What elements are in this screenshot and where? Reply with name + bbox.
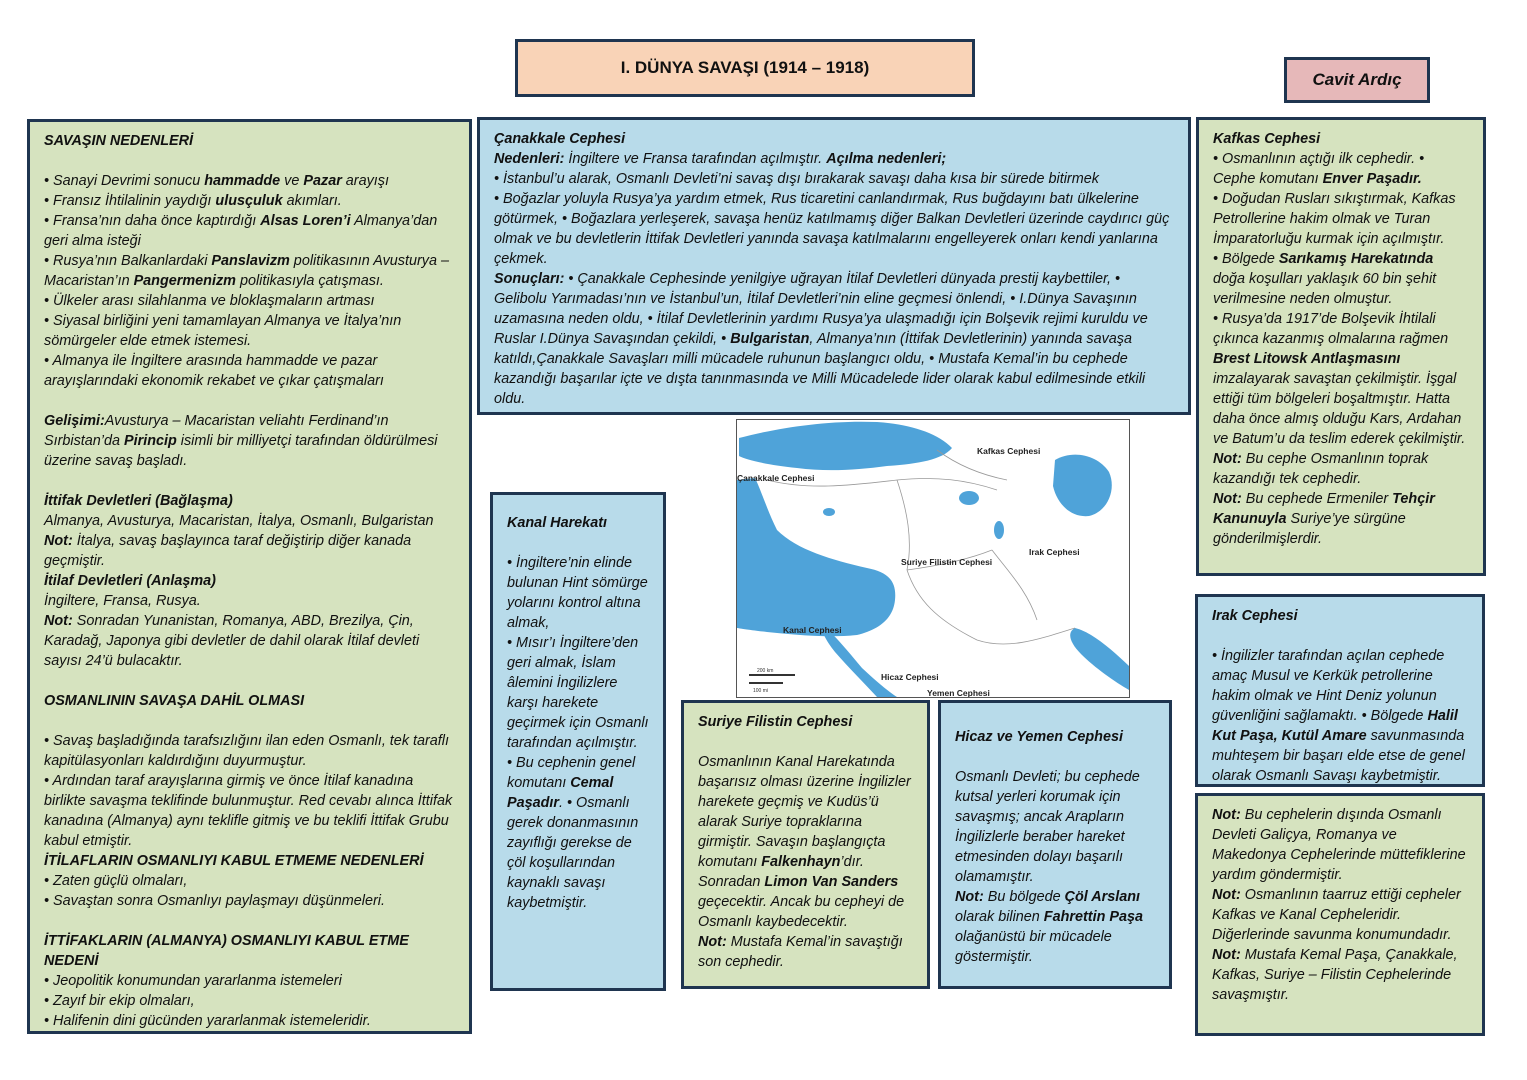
map-label-yemen: Yemen Cephesi [927, 688, 990, 697]
kanal-bullet-1: • İngiltere’nin elinde bulunan Hint sömürge yolarını kontrol altına almak, [507, 555, 648, 631]
note-3: Not: Mustafa Kemal Paşa, Çanakkale, Kafkas, Suriye – Filistin Cephelerinde savaşmıştır. [1212, 947, 1458, 1003]
reject-reason-1: • Zaten güçlü olmaları, [44, 873, 188, 889]
map-scale-bar [749, 682, 783, 684]
ittifak-note: Not: İtalya, savaş başlayınca taraf değiştirip diğer kanada geçmiştir. [44, 533, 412, 569]
map-label-kafkas: Kafkas Cephesi [977, 446, 1041, 456]
cause-2: • Fransız İhtilalinin yaydığı ulusçuluk akımları. [44, 193, 342, 209]
kafkas-note-1: Not: Bu cephe Osmanlının toprak kazandığı tek cephedir. [1213, 451, 1429, 487]
cause-6: • Siyasal birliğini yeni tamamlayan Almanya ve İtalya’nın sömürgeler elde etmek istemesi. [44, 313, 402, 349]
cause-7: • Almanya ile İngiltere arasında hammadde ve pazar arayışlarındaki ekonomik rekabet ve çıkar çatışmaları [44, 353, 384, 389]
kanal-heading: Kanal Harekatı [507, 515, 607, 531]
hicaz-text: Osmanlı Devleti; bu cephede kutsal yerleri korumak için savaşmış; ancak Arapların İngilizlerle beraber hareket etmesinden dolayı başarılı olamamıştır. [955, 769, 1140, 885]
suriye-text: Osmanlının Kanal Harekatında başarısız olması üzerine İngilizler harekete geçmiş ve Kudüs’ü alarak Suriye topraklarına girmiştir. Savaşın başlangıçta komutanı Falkenhayn’dır. Sonradan Limon Van Sanders geçecektir. Ancak bu cepheyi de Osmanlı kaybedecektir. [698, 754, 911, 930]
kanal-bullet-3: • Bu cephenin genel komutanı Cemal Paşadır. • Osmanlı gerek donanmasının zayıflığı gerekse de çöl koşullarından kaynaklı savaşı kaybetmiştir. [507, 755, 639, 911]
canakkale-bullet-2: • Boğazlar yoluyla Rusya’ya yardım etmek, Rus ticaretini canlandırmak, Rus buğdayını batı ülkelerine götürmek, • Boğazlara yerleşerek, savaşa henüz katılmamış diğer Balkan Devletleri üzerinde caydırıcı güç olmak ve bu devletlerin İttifak Devletleri yanında savaşa katılmalarını engelleyerek onları kendi yanlarına çekmek. [494, 191, 1170, 267]
irak-heading: Irak Cephesi [1212, 608, 1298, 624]
map-scale-km: 200 km [757, 668, 774, 674]
accept-heading: İTTİFAKLARIN (ALMANYA) OSMANLIYI KABUL ETME NEDENİ [44, 933, 409, 969]
map-label-suriye: Suriye Filistin Cephesi [901, 557, 993, 567]
page-title: I. DÜNYA SAVAŞI (1914 – 1918) [515, 39, 975, 97]
kafkas-bullet-1: • Osmanlının açtığı ilk cephedir. • Cephe komutanı Enver Paşadır. [1213, 151, 1425, 187]
itilaf-members: İngiltere, Fransa, Rusya. [44, 593, 201, 609]
kafkas-bullet-4: • Rusya’da 1917’de Bolşevik İhtilali çıkınca kazanmış olmalarına rağmen Brest Litowsk Antlaşmasını imzalayarak savaştan çekilmiştir. İşgal ettiği tüm bölgeleri boşaltmıştır. Hatta daha önce almış olduğu Kars, Ardahan ve Batum’u da teslim ederek çekilmiştir. [1213, 311, 1466, 447]
kafkas-heading: Kafkas Cephesi [1213, 131, 1321, 147]
canakkale-panel [477, 117, 1191, 415]
irak-text: • İngilizler tarafından açılan cephede amaç Musul ve Kerkük petrollerine hakim olmak ve Hint Deniz yolunun güvenliğini sağlamaktı. • Bölgede Halil Kut Paşa, Kutül Amare savunmasında muhteşem bir başarı elde etse de genel olarak Osmanlı Savaşı kaybetmiştir. [1212, 648, 1465, 784]
canakkale-heading: Çanakkale Cephesi [494, 131, 626, 147]
map-label-hicaz: Hicaz Cephesi [881, 672, 939, 682]
cause-5: • Ülkeler arası silahlanma ve bloklaşmaların artması [44, 293, 375, 309]
map-scale-bar [749, 674, 795, 676]
ittifak-members: Almanya, Avusturya, Macaristan, İtalya, Osmanlı, Bulgaristan [44, 513, 434, 529]
suriye-panel [681, 700, 930, 989]
development-text: Gelişimi:Avusturya – Macaristan veliahtı Ferdinand’ın Sırbistan’da Pirincip isimli bir milliyetçi tarafından öldürülmesi üzerine savaş başladı. [44, 413, 438, 469]
fronts-map [736, 419, 1130, 698]
ottoman-entry-2: • Ardından taraf arayışlarına girmiş ve önce İtilaf kanadına birlikte savaşma teklifinde bulunmuştur. Red cevabı alınca İttifak kanadına (Almanya) aynı teklifle gitmiş ve bu teklifi İttifak Grubu kabul etmiştir. [44, 773, 453, 849]
ottoman-entry-heading: OSMANLININ SAVAŞA DAHİL OLMASI [44, 693, 305, 709]
note-2: Not: Osmanlının taarruz ettiği cepheler Kafkas ve Kanal Cepheleridir. Diğerlerinde savunma konumundadır. [1212, 887, 1461, 943]
note-1: Not: Bu cephelerin dışında Osmanlı Devleti Galiçya, Romanya ve Makedonya Cephelerinde müttefiklerine yardım göndermiştir. [1212, 807, 1466, 883]
lake-van [959, 491, 979, 505]
causes-heading: SAVAŞIN NEDENLERİ [44, 133, 193, 149]
itilaf-note: Not: Sonradan Yunanistan, Romanya, ABD, Brezilya, Çin, Karadağ, Japonya gibi devletler de dahil olarak İtilaf devleti sayısı 24’ü bulacaktır. [44, 613, 420, 669]
notes-panel [1195, 793, 1485, 1036]
suriye-heading: Suriye Filistin Cephesi [698, 714, 853, 730]
canakkale-reasons: Nedenleri: İngiltere ve Fransa tarafından açılmıştır. Açılma nedenleri; [494, 151, 947, 167]
lake-tuz [823, 508, 835, 516]
accept-reason-3: • Halifenin dini gücünden yararlanmak istemeleridir. [44, 1013, 371, 1029]
accept-reason-1: • Jeopolitik konumundan yararlanma istemeleri [44, 973, 342, 989]
lake-urmia [994, 521, 1004, 539]
map-label-canakkale: Çanakkale Cephesi [737, 473, 815, 483]
cause-4: • Rusya’nın Balkanlardaki Panslavizm politikasının Avusturya – Macaristan’ın Pangermenizm politikasıyla çatışması. [44, 253, 449, 289]
causes-panel [27, 119, 472, 1034]
kafkas-bullet-2: • Doğudan Rusları sıkıştırmak, Kafkas Petrollerine hakim olmak ve Turan İmparatorluğu kurmak için açılmıştır. [1213, 191, 1456, 247]
cause-1: • Sanayi Devrimi sonucu hammadde ve Pazar arayışı [44, 173, 389, 189]
ittifak-heading: İttifak Devletleri (Bağlaşma) [44, 493, 233, 509]
map-label-kanal: Kanal Cephesi [783, 625, 842, 635]
suriye-note: Not: Mustafa Kemal’in savaştığı son cephedir. [698, 934, 903, 970]
irak-panel [1195, 594, 1485, 787]
author-name: Cavit Ardıç [1284, 57, 1430, 103]
kafkas-panel [1196, 117, 1486, 576]
map-label-irak: Irak Cephesi [1029, 547, 1080, 557]
hicaz-note: Not: Bu bölgede Çöl Arslanı olarak bilinen Fahrettin Paşa olağanüstü bir mücadele göstermiştir. [955, 889, 1143, 965]
reject-reason-2: • Savaştan sonra Osmanlıyı paylaşmayı düşünmeleri. [44, 893, 385, 909]
accept-reason-2: • Zayıf bir ekip olmaları, [44, 993, 195, 1009]
kanal-panel [490, 492, 666, 991]
kafkas-note-2: Not: Bu cephede Ermeniler Tehçir Kanunuyla Suriye’ye sürgüne gönderilmişlerdir. [1213, 491, 1435, 547]
reject-heading: İTİLAFLARIN OSMANLIYI KABUL ETMEME NEDENLERİ [44, 853, 424, 869]
cause-3: • Fransa’nın daha önce kaptırdığı Alsas Loren’i Almanya’dan geri alma isteği [44, 213, 438, 249]
itilaf-heading: İtilaf Devletleri (Anlaşma) [44, 573, 216, 589]
hicaz-panel [938, 700, 1172, 989]
canakkale-results: Sonuçları: • Çanakkale Cephesinde yenilgiye uğrayan İtilaf Devletleri dünyada prestij kaybettiler, • Gelibolu Yarımadası’nın ve İstanbul’un, İtilaf Devletleri’nin eline geçmesi önlendi, • I.Dünya Savaşının uzamasına neden oldu, • İtilaf Devletlerinin yardımı Rusya’ya ulaşmadığı için Bolşevik rejimi kuruldu ve Ruslar I.Dünya Savaşından çekildi, • Bulgaristan, Almanya’nın (İttifak Devletlerinin) yanında savaşa katıldı,Çanakkale Savaşları milli mücadele ruhunun başlangıcı oldu, • Mustafa Kemal’in bu cephede kazandığı başarılar içte ve dışta tanınmasında ve Milli Mücadelede lider olarak kabul edilmesinde etkili oldu. [494, 271, 1148, 407]
kanal-bullet-2: • Mısır’ı İngiltere’den geri almak, İslam âlemini İngilizlere karşı harekete geçirmek için Osmanlı tarafından açılmıştır. [507, 635, 649, 751]
canakkale-bullet-1: • İstanbul’u alarak, Osmanlı Devleti’ni savaş dışı bırakarak savaşı daha kısa bir sürede bitirmek [494, 171, 1099, 187]
hicaz-heading: Hicaz ve Yemen Cephesi [955, 729, 1123, 745]
ottoman-entry-1: • Savaş başladığında tarafsızlığını ilan eden Osmanlı, tek taraflı kapitülasyonları kaldırdığını duyurmuştur. [44, 733, 449, 769]
kafkas-bullet-3: • Bölgede Sarıkamış Harekatında doğa koşulları yaklaşık 60 bin şehit verilmesine neden olmuştur. [1213, 251, 1437, 307]
map-scale-mi: 100 mi [753, 688, 769, 694]
fronts-map-svg [737, 420, 1129, 697]
